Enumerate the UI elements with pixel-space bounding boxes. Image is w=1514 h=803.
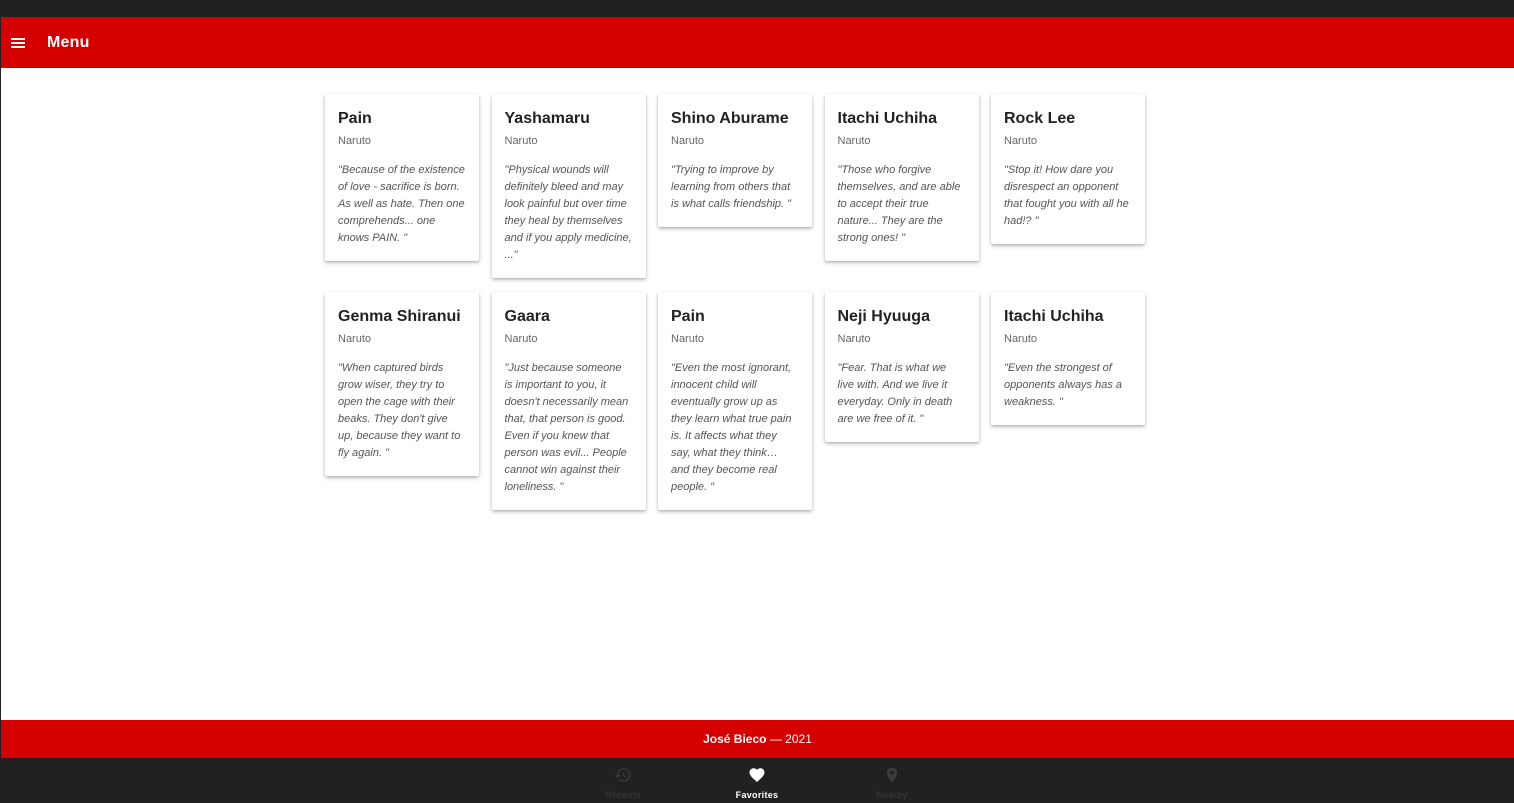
anime-name: Naruto <box>671 135 705 147</box>
anime-name: Naruto <box>338 333 372 345</box>
menu-title[interactable]: Menu <box>47 33 90 51</box>
quote-card[interactable] <box>991 94 1145 244</box>
quote-card[interactable] <box>991 292 1145 425</box>
character-name: Genma Shiranui <box>338 308 461 325</box>
anime-name: Naruto <box>504 135 538 147</box>
quote-card[interactable] <box>325 292 479 476</box>
anime-name: Naruto <box>671 333 705 345</box>
quote-card[interactable] <box>825 94 979 261</box>
quote-card[interactable] <box>825 292 979 442</box>
anime-name: Naruto <box>1004 135 1038 147</box>
anime-name: Naruto <box>837 135 871 147</box>
app-bar <box>1 17 1514 68</box>
history-icon <box>614 766 632 789</box>
quote-text: "Trying to improve by learning from others that is what calls friendship. " <box>671 164 792 210</box>
anime-name: Naruto <box>837 333 871 345</box>
menu-icon[interactable] <box>0 17 47 68</box>
quote-card[interactable] <box>492 292 646 510</box>
character-name: Pain <box>338 110 372 127</box>
quote-text: "Physical wounds will definitely bleed and may look painful but over time they heal by themselves and if you apply medicine, ..." <box>504 164 632 261</box>
anime-name: Naruto <box>504 333 538 345</box>
quote-text: "Even the most ignorant, innocent child will eventually grow up as they learn what true pain is. It affects what they say, what they think… and they become real people. " <box>671 362 792 493</box>
footer <box>1 720 1514 758</box>
nav-recents-label: Recents <box>605 790 641 800</box>
quote-text: "Just because someone is important to you, it doesn't necessarily mean that, that person is good. Even if you knew that person was evil... People cannot win against their loneliness. " <box>504 362 629 493</box>
character-name: Yashamaru <box>504 110 590 127</box>
quote-text: "Fear. That is what we live with. And we live it everyday. Only in death are we free of it. " <box>837 362 953 425</box>
window-top-strip <box>0 0 1514 17</box>
character-name: Shino Aburame <box>671 110 789 127</box>
character-name: Rock Lee <box>1004 110 1076 127</box>
character-name: Pain <box>671 308 705 325</box>
quote-text: "Stop it! How dare you disrespect an opponent that fought you with all he had!? " <box>1004 164 1129 227</box>
anime-name: Naruto <box>338 135 372 147</box>
heart-icon <box>748 766 766 789</box>
nav-recents[interactable] <box>573 766 673 803</box>
nav-nearby[interactable] <box>842 766 942 803</box>
quote-card[interactable] <box>492 94 646 278</box>
left-border <box>0 17 1 758</box>
location-pin-icon <box>883 766 901 789</box>
quote-card[interactable] <box>658 94 812 227</box>
character-name: Gaara <box>504 308 550 325</box>
quote-text: "Because of the existence of love - sacrifice is born. As well as hate. Then one comprehends... one knows PAIN. " <box>338 164 465 244</box>
quote-text: "When captured birds grow wiser, they try to open the cage with their beaks. They don't give up, because they want to fly again. " <box>338 362 461 459</box>
nav-favorites-label: Favorites <box>735 790 779 800</box>
quote-text: "Those who forgive themselves, and are able to accept their true nature... They are the strong ones! " <box>837 164 961 244</box>
nav-nearby-label: Nearby <box>876 790 908 800</box>
nav-favorites[interactable] <box>707 766 807 803</box>
quote-grid <box>325 94 1155 510</box>
character-name: Itachi Uchiha <box>1004 308 1104 325</box>
character-name: Itachi Uchiha <box>837 110 938 127</box>
quote-card[interactable] <box>658 292 812 510</box>
character-name: Neji Hyuuga <box>837 308 930 325</box>
footer-year: — 2021 <box>769 732 812 746</box>
footer-author: José Bieco <box>703 732 767 746</box>
bottom-navigation <box>0 758 1514 803</box>
quote-card[interactable] <box>325 94 479 261</box>
anime-name: Naruto <box>1004 333 1038 345</box>
quote-text: "Even the strongest of opponents always has a weakness. " <box>1004 362 1123 408</box>
